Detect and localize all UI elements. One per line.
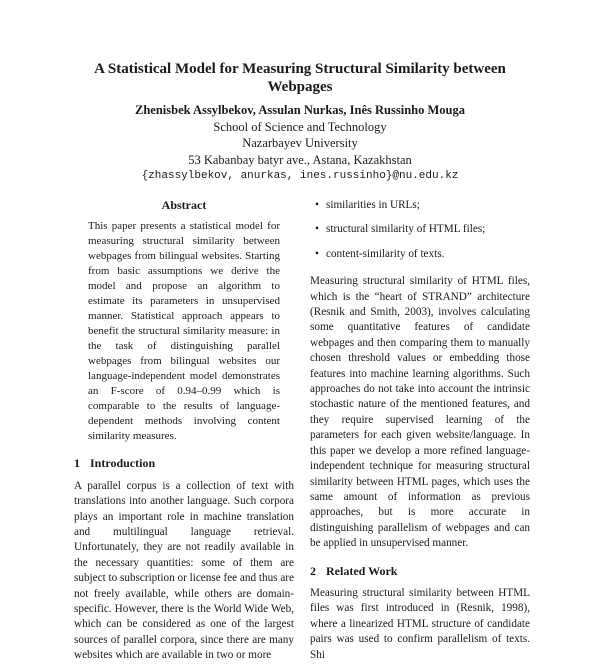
section-1-text: A parallel corpus is a collection of text with translations into another language. Such corpora plays an important role in machine translation and multilingual language retrieval. Unfortunately, they are not readily available in the necessary quantities: some of them are subject to subscription or license fee and thus are not freely available, while others are domain-specific. However, there is the World Wide Web, which can be considered as one of the largest sources of parallel corpora, since there are many websites which are available in two or more xyxy=(74,479,294,662)
author-address: 53 Kabanbay batyr ave., Astana, Kazakhstan xyxy=(188,152,412,167)
feature-list xyxy=(310,198,530,262)
author-block xyxy=(60,102,540,185)
section-1-number: 1 xyxy=(74,456,80,471)
list-item: • structural similarity of HTML files; xyxy=(310,222,530,237)
section-1-heading xyxy=(74,456,294,471)
bullet-icon: • xyxy=(315,247,319,260)
abstract-text: This paper presents a statistical model for measuring structural similarity between webpages from bilingual websites. Starting from basic assumptions we derive the model and propose an algorithm to estimate its parameters in unsupervised manner. Statistical approach appears to benefit the structural similarity measure: in the task of distinguishing parallel webpages from bilingual websites our language-independent model demonstrates an F-score of 0.94–0.99 which is comparable to the results of language-dependent methods involving content similarity measures. xyxy=(88,220,280,443)
list-item: • similarities in URLs; xyxy=(310,198,530,213)
section-2-text: Measuring structural similarity between HTML files was first introduced in (Resnik, 1998), where a linearized HTML structure of candidate pairs was used to confirm parallelism of texts. Shi xyxy=(310,586,530,661)
author-university: Nazarbayev University xyxy=(242,136,358,150)
author-email: {zhassylbekov, anurkas, ines.russinho}@nu.edu.kz xyxy=(141,170,459,182)
section-1-title: Introduction xyxy=(90,456,156,471)
list-item: • content-similarity of texts. xyxy=(310,247,530,262)
author-names: Zhenisbek Assylbekov, Assulan Nurkas, Inês Russinho Mouga xyxy=(135,103,465,117)
abstract-heading: Abstract xyxy=(161,198,207,212)
bullet-icon: • xyxy=(315,199,319,211)
bullet-icon: • xyxy=(315,223,319,236)
section-2-title: Related Work xyxy=(326,563,398,578)
section-2-heading xyxy=(310,564,530,579)
right-paragraph: Measuring structural similarity of HTML files, which is the “heart of STRAND” architecture (Resnik and Smith, 2003), involves calculating some quantitative features of candidate webpages and then comparing them to manually chosen threshold values or embedding those features into machine learning algorithms. Such approaches do not take into account the intrinsic stochastic nature of the mentioned features, and they require supervised learning of the parameters for each given website/language. In this paper we develop a more refined language-independent technique for measuring structural similarity between HTML pages, which uses the same amount of information as previous approaches, but is more accurate in distinguishing parallelism of webpages and can be applied in unsupervised manner. xyxy=(310,275,530,550)
section-2-number: 2 xyxy=(310,563,316,578)
author-school: School of Science and Technology xyxy=(213,119,387,134)
paper-title: A Statistical Model for Measuring Structural Similarity between Webpages xyxy=(94,61,506,95)
right-column xyxy=(310,198,530,663)
left-column xyxy=(74,198,294,664)
